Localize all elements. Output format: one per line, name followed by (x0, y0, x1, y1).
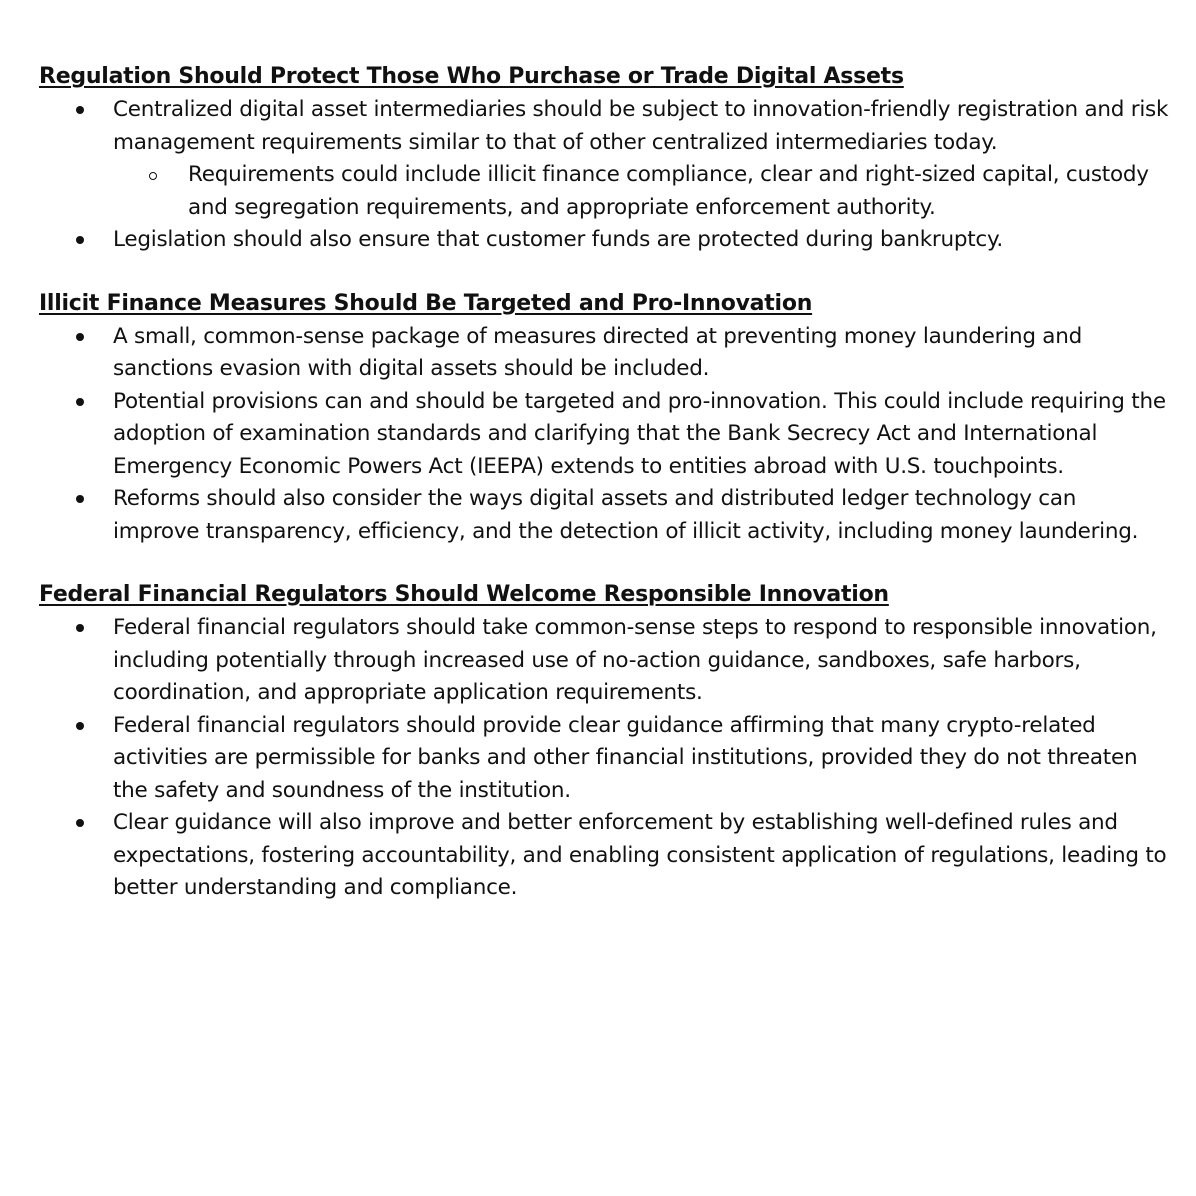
list-item (39, 807, 1169, 905)
bullet-icon (76, 333, 84, 341)
sub-list-item (113, 159, 1169, 224)
list-item (39, 386, 1169, 484)
section-consumer-protection (39, 62, 1169, 257)
bullet-text: Centralized digital asset intermediaries should be subject to innovation-friendly registration and risk management requirements similar to that of other centralized intermediaries today. (113, 97, 1169, 155)
sub-bullet-text: Requirements could include illicit finance compliance, clear and right-sized capital, custody and segregation requirements, and appropriate enforcement authority. (188, 162, 1149, 220)
hollow-bullet-icon (149, 172, 157, 180)
bullet-list (39, 612, 1169, 905)
bullet-text: A small, common-sense package of measures directed at preventing money laundering and sanctions evasion with digital assets should be included. (113, 323, 1083, 381)
list-item (39, 483, 1169, 548)
bullet-icon (76, 624, 84, 632)
bullet-icon (76, 236, 84, 244)
section-illicit-finance (39, 289, 1169, 549)
bullet-list (39, 94, 1169, 257)
section-heading: Illicit Finance Measures Should Be Targeted and Pro-Innovation (39, 290, 813, 316)
bullet-text: Reforms should also consider the ways digital assets and distributed ledger technology can improve transparency, efficiency, and the detection of illicit activity, including money laundering. (113, 486, 1139, 544)
bullet-icon (76, 398, 84, 406)
bullet-icon (76, 495, 84, 503)
list-item (39, 710, 1169, 808)
bullet-icon (76, 819, 84, 827)
bullet-list (39, 321, 1169, 549)
bullet-text: Federal financial regulators should take common-sense steps to respond to responsible innovation, including potentially through increased use of no-action guidance, sandboxes, safe harbors, coordination, and appropriate application requirements. (113, 615, 1157, 705)
bullet-text: Federal financial regulators should provide clear guidance affirming that many crypto-related activities are permissible for banks and other financial institutions, provided they do not threaten the safety and soundness of the institution. (113, 712, 1138, 803)
section-heading: Federal Financial Regulators Should Welcome Responsible Innovation (39, 582, 889, 607)
sub-bullet-list (113, 159, 1169, 224)
document-page (39, 62, 1169, 937)
bullet-text: Potential provisions can and should be targeted and pro-innovation. This could include requiring the adoption of examination standards and clarifying that the Bank Secrecy Act and International Emergency Economic Powers Act (IEEPA) extends to entities abroad with U.S. touchpoints. (113, 388, 1166, 479)
bullet-icon (76, 722, 84, 730)
list-item (39, 612, 1169, 710)
section-federal-regulators (39, 580, 1169, 905)
bullet-icon (76, 106, 84, 114)
bullet-text: Clear guidance will also improve and better enforcement by establishing well-defined rules and expectations, fostering accountability, and enabling consistent application of regulations, leading to better understanding and compliance. (113, 810, 1167, 900)
bullet-text: Legislation should also ensure that customer funds are protected during bankruptcy. (113, 227, 1003, 252)
list-item (39, 321, 1169, 386)
list-item (39, 94, 1169, 224)
list-item (39, 224, 1169, 257)
section-heading: Regulation Should Protect Those Who Purchase or Trade Digital Assets (39, 64, 904, 89)
